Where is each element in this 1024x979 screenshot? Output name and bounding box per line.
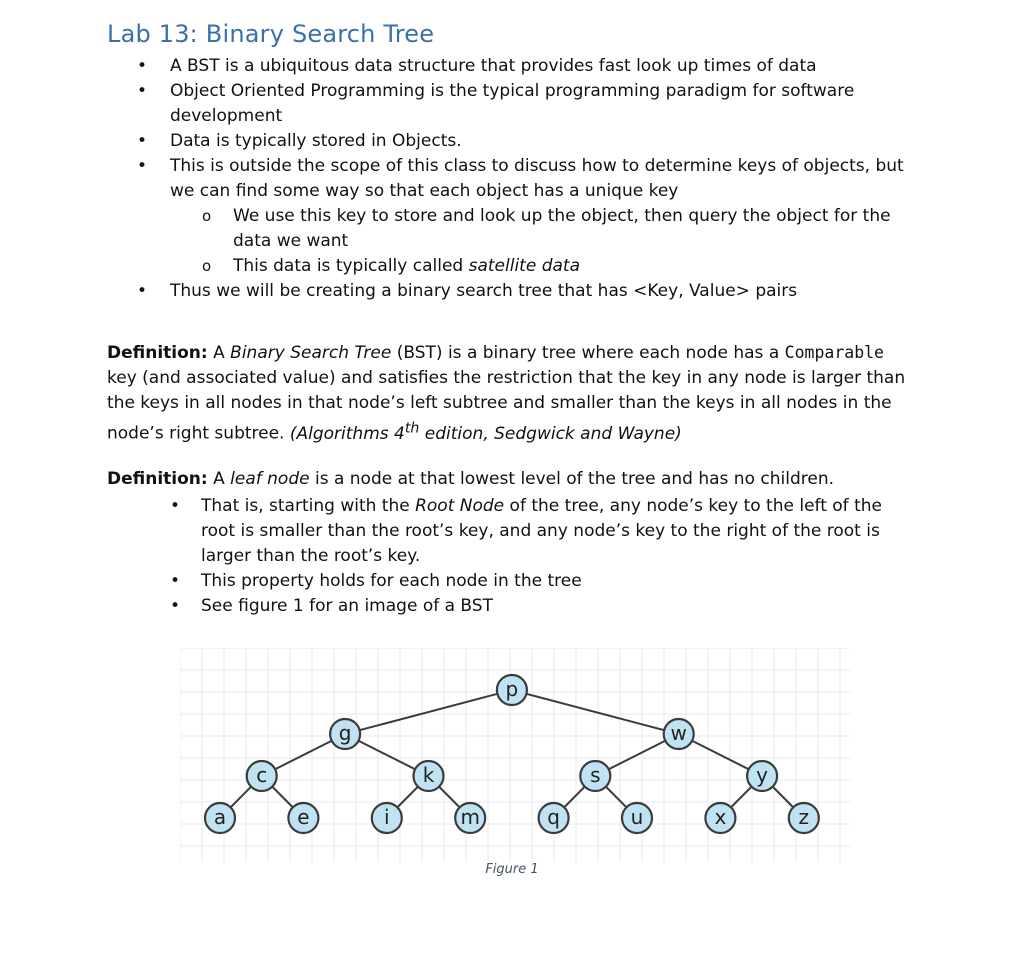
satellite-data-term: satellite data: [468, 256, 580, 276]
tree-node-label: y: [756, 763, 769, 787]
tree-node-label: i: [384, 805, 390, 829]
definition-text: A: [207, 469, 231, 489]
tree-node-label: m: [460, 805, 480, 829]
list-item: [0, 279, 910, 304]
sub-bullet-text: This data is typically called: [233, 256, 469, 276]
bullet-icon: •: [170, 596, 181, 616]
definition-text: A: [207, 343, 231, 363]
bullet-icon: •: [137, 131, 148, 151]
tree-node-i: [372, 803, 402, 833]
tree-node-label: z: [798, 805, 810, 829]
sub-bullet-icon: o: [202, 207, 212, 225]
page-title: Lab 13: Binary Search Tree: [107, 20, 435, 48]
sub-bullet-text: We use this key to store and look up the object, then query the object for the data we want: [233, 206, 891, 251]
root-node-term: Root Node: [415, 496, 505, 516]
bst-term: Binary Search Tree: [230, 343, 392, 363]
bullet-icon: •: [170, 571, 181, 591]
figure-caption: Figure 1: [485, 862, 539, 877]
tree-node-y: [747, 761, 777, 791]
bullet-icon: •: [137, 56, 148, 76]
tree-edge-p-w: [512, 690, 679, 734]
sub-list-item: [170, 254, 893, 279]
citation-text: edition, Sedgwick and Wayne): [419, 423, 682, 444]
leaf-node-definition: [107, 467, 907, 492]
bullet-text: Object Oriented Programming is the typical programming paradigm for software development: [170, 81, 855, 126]
tree-node-label: e: [297, 805, 310, 829]
bullet-text: This is outside the scope of this class to discuss how to determine keys of objects, but we can find some way so that each object has a unique key: [170, 156, 904, 201]
tree-node-e: [288, 803, 318, 833]
bullet-icon: •: [170, 496, 181, 516]
definition-text: key (and associated value) and satisfies the restriction that the key in any node is larger than the keys in all nodes in that node’s left subtree and smaller than the keys in all nodes in the node’s right subtree.: [107, 368, 906, 444]
tree-node-z: [789, 803, 819, 833]
tree-node-x: [705, 803, 735, 833]
tree-node-p: [497, 675, 527, 705]
tree-node-m: [455, 803, 485, 833]
bullet-text: This property holds for each node in the tree: [201, 571, 582, 591]
bullet-text: of the tree, any node’s key to the left of the root is smaller than the root’s key, and any node’s key to the right of the root is larger than the root’s key.: [201, 496, 882, 566]
tree-node-label: q: [547, 805, 560, 829]
sub-bullet-list: [170, 204, 910, 279]
bullet-icon: •: [137, 281, 148, 301]
list-item: [0, 494, 921, 569]
bullet-text: A BST is a ubiquitous data structure that provides fast look up times of data: [170, 56, 817, 76]
tree-node-label: k: [422, 763, 435, 787]
bullet-icon: •: [137, 156, 148, 176]
citation: [289, 420, 682, 444]
bst-figure: [180, 648, 850, 862]
bullet-text: Data is typically stored in Objects.: [170, 131, 462, 151]
definition-text: is a node at that lowest level of the tree and has no children.: [309, 469, 834, 489]
tree-node-c: [247, 761, 277, 791]
definition-bullet-list: [0, 494, 921, 619]
bullet-icon: •: [137, 81, 148, 101]
tree-edge-p-g: [345, 690, 512, 734]
bullet-text: See figure 1 for an image of a BST: [201, 596, 493, 616]
leaf-node-term: leaf node: [230, 469, 310, 489]
tree-node-label: x: [714, 805, 727, 829]
tree-node-k: [414, 761, 444, 791]
tree-node-u: [622, 803, 652, 833]
bst-diagram: [180, 648, 850, 862]
tree-node-s: [580, 761, 610, 791]
intro-bullet-list: [0, 54, 1000, 304]
tree-node-label: a: [213, 805, 227, 829]
comparable-code: Comparable: [784, 343, 884, 362]
list-item: [0, 79, 910, 129]
tree-node-g: [330, 719, 360, 749]
bst-definition: [107, 340, 907, 447]
sub-bullet-icon: o: [202, 257, 212, 275]
tree-node-label: u: [630, 805, 644, 829]
list-item: [0, 54, 910, 79]
sub-list-item: [170, 204, 893, 254]
tree-node-label: c: [256, 763, 268, 787]
citation-superscript: th: [404, 420, 420, 436]
tree-node-label: g: [338, 721, 352, 745]
list-item: [0, 154, 910, 279]
tree-node-w: [664, 719, 694, 749]
tree-node-a: [205, 803, 235, 833]
bullet-text: Thus we will be creating a binary search tree that has <Key, Value> pairs: [170, 281, 798, 301]
bullet-text: That is, starting with the: [201, 496, 416, 516]
tree-node-q: [539, 803, 569, 833]
definition-text: (BST) is a binary tree where each node has a: [391, 343, 785, 363]
definition-label: Definition:: [107, 469, 208, 489]
tree-node-label: s: [590, 763, 601, 787]
definition-label: Definition:: [107, 343, 208, 363]
citation-text: (Algorithms 4: [289, 423, 405, 444]
list-item: [0, 129, 910, 154]
tree-node-label: p: [505, 677, 519, 701]
list-item: [0, 569, 921, 594]
list-item: [0, 594, 921, 619]
tree-node-label: w: [670, 721, 687, 745]
